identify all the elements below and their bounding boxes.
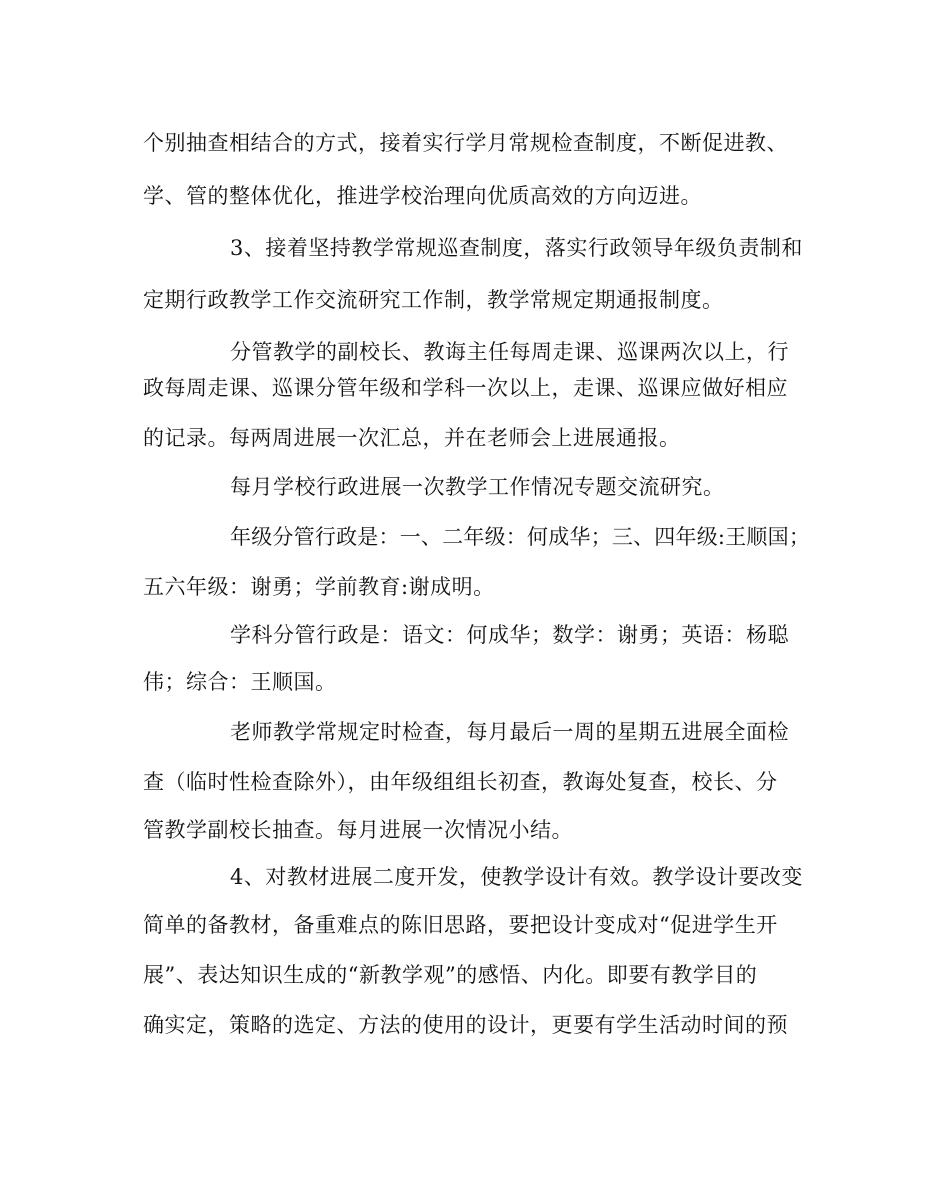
- text-line: 伟；综合：王顺国。: [143, 670, 337, 694]
- text-line: 的记录。每两周进展一次汇总，并在老师会上进展通报。: [143, 426, 681, 450]
- text-line: 学科分管行政是：语文：何成华；数学：谢勇；英语：杨聪: [230, 623, 789, 647]
- text-line: 政每周走课、巡课分管年级和学科一次以上，走课、巡课应做好相应: [143, 376, 788, 400]
- text-line: 确实定，策略的选定、方法的使用的设计，更要有学生活动时间的预: [143, 1013, 788, 1037]
- text-line: 每月学校行政进展一次教学工作情况专题交流研究。: [230, 475, 725, 499]
- text-line: 定期行政教学工作交流研究工作制，教学常规定期通报制度。: [143, 288, 724, 312]
- text-line: 老师教学常规定时检查，每月最后一周的星期五进展全面检: [230, 720, 789, 744]
- text-line: 年级分管行政是：一、二年级：何成华；三、四年级:王顺国；: [230, 525, 811, 549]
- text-line: 个别抽查相结合的方式，接着实行学月常规检查制度，不断促进教、: [143, 131, 788, 155]
- text-line: 五六年级：谢勇；学前教育:谢成明。: [143, 575, 495, 599]
- text-line: 学、管的整体优化，推进学校治理向优质高效的方向迈进。: [143, 184, 702, 208]
- text-line: 简单的备教材，备重难点的陈旧思路，要把设计变成对“促进学生开: [143, 913, 778, 937]
- text-line: 管教学副校长抽查。每月进展一次情况小结。: [143, 818, 573, 842]
- text-line: 展”、表达知识生成的“新教学观”的感悟、内化。即要有教学目的: [143, 963, 758, 987]
- text-line: 查（临时性检查除外），由年级组组长初查，教诲处复查，校长、分: [143, 770, 778, 794]
- text-line: 分管教学的副校长、教诲主任每周走课、巡课两次以上，行: [230, 340, 789, 364]
- text-line: 4、对教材进展二度开发，使教学设计有效。教学设计要改变: [230, 865, 803, 889]
- text-line: 3、接着坚持教学常规巡查制度，落实行政领导年级负责制和: [230, 236, 803, 260]
